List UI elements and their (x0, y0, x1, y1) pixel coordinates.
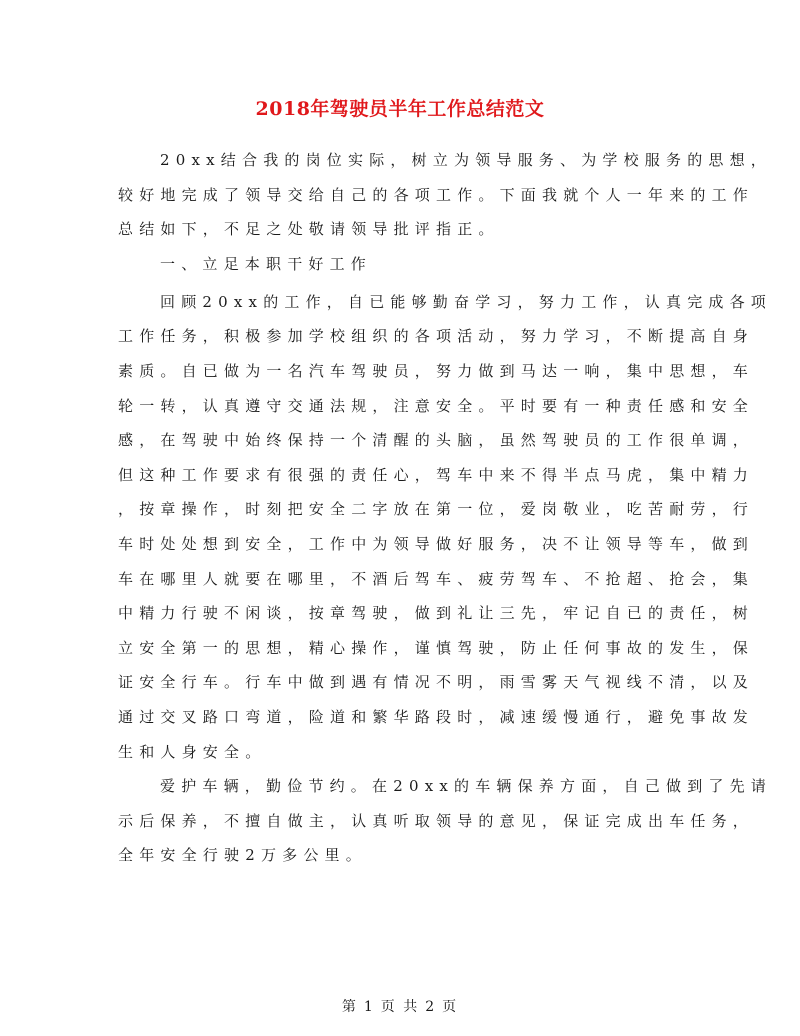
paragraph (118, 290, 773, 774)
page-footer (0, 996, 800, 1016)
footer-page-number: 1 (363, 999, 375, 1015)
text-line: 但这种工作要求有很强的责任心，驾车中来不得半点马虎，集中精力 (118, 465, 755, 484)
document-title: 2018年驾驶员半年工作总结范文 (255, 98, 545, 120)
text-line: 回顾20xx的工作，自已能够勤奋学习，努力工作，认真完成各项 (160, 292, 773, 311)
text-line: 一、立足本职干好工作 (160, 254, 373, 273)
text-line: 总结如下，不足之处敬请领导批评指正。 (118, 220, 500, 239)
text-line: 示后保养，不擅自做主，认真听取领导的意见，保证完成出车任务， (118, 811, 755, 830)
text-line: 20xx结合我的岗位实际，树立为领导服务、为学校服务的思想， (160, 151, 773, 169)
text-line: 立安全第一的思想，精心操作，谨慎驾驶，防止任何事故的发生，保 (118, 638, 755, 657)
footer-prefix: 第 (341, 999, 358, 1015)
paragraph (118, 148, 773, 252)
text-line: 工作任务，积极参加学校组织的各项活动，努力学习，不断提高自身 (118, 327, 755, 346)
text-line: ，按章操作，时刻把安全二字放在第一位，爱岗敬业，吃苦耐劳，行 (118, 500, 755, 519)
text-line: 证安全行车。行车中做到遇有情况不明，雨雪雾天气视线不清，以及 (118, 673, 755, 692)
paragraph (118, 774, 773, 878)
text-line: 车在哪里人就要在哪里，不酒后驾车、疲劳驾车、不抢超、抢会，集 (118, 569, 755, 588)
text-line: 中精力行驶不闲谈，按章驾驶，做到礼让三先，牢记自已的责任，树 (118, 604, 755, 623)
footer-total-pages: 2 (425, 999, 437, 1015)
footer-suffix: 页 (442, 999, 459, 1015)
text-line: 轮一转，认真遵守交通法规，注意安全。平时要有一种责任感和安全 (118, 396, 755, 415)
text-line: 素质。自已做为一名汽车驾驶员，努力做到马达一响，集中思想，车 (118, 361, 755, 380)
text-line: 车时处处想到安全，工作中为领导做好服务，决不让领导等车，做到 (118, 534, 755, 553)
text-line: 通过交叉路口弯道，险道和繁华路段时，减速缓慢通行，避免事故发 (118, 707, 755, 726)
text-line: 爱护车辆，勤俭节约。在20xx的车辆保养方面，自己做到了先请 (160, 777, 773, 796)
footer-middle: 页 共 (380, 999, 420, 1015)
document-body (118, 148, 773, 878)
text-line: 生和人身安全。 (118, 742, 267, 761)
text-line: 感，在驾驶中始终保持一个清醒的头脑，虽然驾驶员的工作很单调， (118, 431, 755, 450)
text-line: 全年安全行驶2万多公里。 (118, 846, 367, 865)
text-line: 较好地完成了领导交给自己的各项工作。下面我就个人一年来的工作 (118, 185, 755, 204)
section-heading (118, 252, 678, 290)
